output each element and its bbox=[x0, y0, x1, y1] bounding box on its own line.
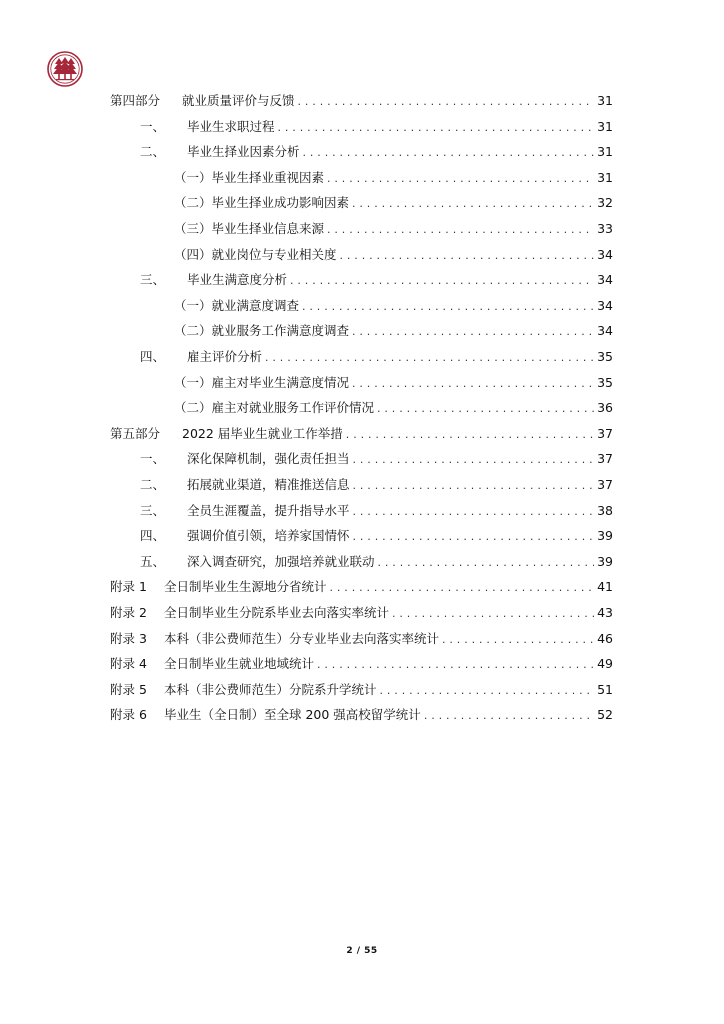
toc-entry-page: 52 bbox=[597, 707, 613, 723]
toc-entry[interactable] bbox=[140, 527, 613, 545]
toc-entry-label: 附录 5 bbox=[110, 681, 147, 697]
toc-entry-title: 2022 届毕业生就业工作举措 bbox=[182, 425, 343, 441]
toc-entry-page: 34 bbox=[597, 272, 613, 288]
toc-dot-leader bbox=[330, 579, 595, 597]
toc-entry[interactable] bbox=[140, 502, 613, 520]
toc-entry[interactable] bbox=[110, 630, 613, 648]
toc-entry[interactable] bbox=[110, 604, 613, 622]
toc-entry-title: （一）就业满意度调查 bbox=[174, 297, 300, 313]
toc-entry-page: 32 bbox=[597, 195, 613, 211]
toc-dot-leader bbox=[290, 272, 594, 290]
toc-entry-page: 37 bbox=[597, 451, 613, 467]
toc-entry[interactable] bbox=[174, 194, 613, 212]
toc-entry-title: 全员生涯覆盖，提升指导水平 bbox=[187, 502, 350, 518]
toc-entry-title: （一）雇主对毕业生满意度情况 bbox=[174, 374, 350, 390]
toc-entry[interactable] bbox=[174, 220, 613, 238]
toc-entry-page: 36 bbox=[597, 400, 613, 416]
toc-dot-leader bbox=[352, 323, 594, 341]
toc-entry-title: 全日制毕业生就业地域统计 bbox=[164, 656, 315, 672]
toc-entry[interactable] bbox=[174, 297, 613, 315]
toc-dot-leader bbox=[327, 221, 594, 239]
toc-entry-label: 二、 bbox=[140, 477, 166, 492]
toc-dot-leader bbox=[317, 656, 594, 674]
toc-entry-page: 34 bbox=[597, 246, 613, 262]
toc-entry[interactable] bbox=[140, 118, 613, 136]
toc-entry-title: 雇主评价分析 bbox=[187, 349, 263, 364]
toc-dot-leader bbox=[298, 93, 595, 111]
toc-dot-leader bbox=[353, 477, 595, 495]
toc-entry-label: 附录 2 bbox=[110, 605, 147, 620]
toc-dot-leader bbox=[442, 631, 594, 649]
toc-entry-title: （四）就业岗位与专业相关度 bbox=[174, 246, 337, 262]
toc-entry-title: （二）就业服务工作满意度调查 bbox=[174, 323, 350, 339]
toc-dot-leader bbox=[377, 400, 594, 418]
toc-entry-label: 三、 bbox=[140, 272, 166, 288]
toc-entry-page: 35 bbox=[597, 374, 613, 390]
toc-dot-leader bbox=[265, 349, 594, 367]
toc-entry-title: 深入调查研究，加强培养就业联动 bbox=[187, 553, 375, 569]
toc-entry-title: 本科（非公费师范生）分专业毕业去向落实率统计 bbox=[164, 630, 440, 646]
toc-entry-label: 三、 bbox=[140, 502, 166, 518]
toc-entry-page: 34 bbox=[597, 323, 613, 339]
toc-entry[interactable] bbox=[140, 143, 613, 161]
toc-entry-title: 毕业生择业因素分析 bbox=[187, 144, 300, 160]
toc-entry[interactable] bbox=[110, 681, 613, 699]
toc-entry-title: 就业质量评价与反馈 bbox=[182, 93, 295, 108]
toc-entry-title: 毕业生满意度分析 bbox=[187, 272, 288, 288]
toc-entry[interactable] bbox=[140, 476, 613, 494]
toc-entry-label: 附录 1 bbox=[110, 579, 147, 595]
toc-dot-leader bbox=[327, 170, 594, 188]
toc-entry[interactable] bbox=[174, 399, 613, 417]
toc-entry-title: （二）毕业生择业成功影响因素 bbox=[174, 195, 350, 211]
toc-dot-leader bbox=[352, 195, 594, 213]
toc-entry[interactable] bbox=[110, 706, 613, 724]
toc-entry-title: 强调价值引领，培养家国情怀 bbox=[187, 528, 350, 544]
toc-entry[interactable] bbox=[140, 553, 613, 571]
toc-entry-page: 49 bbox=[597, 656, 613, 672]
toc-entry-label: 第五部分 bbox=[110, 425, 161, 441]
toc-entry[interactable] bbox=[174, 169, 613, 187]
toc-dot-leader bbox=[340, 247, 595, 265]
toc-dot-leader bbox=[353, 503, 595, 521]
toc-dot-leader bbox=[424, 707, 594, 725]
toc-dot-leader bbox=[302, 298, 594, 316]
toc-entry-page: 34 bbox=[597, 297, 613, 313]
toc-entry[interactable] bbox=[174, 322, 613, 340]
toc-entry[interactable] bbox=[140, 348, 613, 366]
toc-dot-leader bbox=[353, 528, 595, 546]
toc-entry[interactable] bbox=[174, 374, 613, 392]
toc-entry-title: 本科（非公费师范生）分院系升学统计 bbox=[164, 681, 377, 697]
toc-entry[interactable] bbox=[140, 450, 613, 468]
toc-entry[interactable] bbox=[110, 425, 613, 443]
toc-entry[interactable] bbox=[140, 271, 613, 289]
toc-entry-label: 五、 bbox=[140, 553, 166, 569]
toc-entry-page: 38 bbox=[597, 502, 613, 518]
toc-entry[interactable] bbox=[110, 655, 613, 673]
toc-dot-leader bbox=[392, 605, 594, 623]
toc-entry-title: 全日制毕业生生源地分省统计 bbox=[164, 579, 327, 595]
toc-dot-leader bbox=[378, 554, 595, 572]
toc-entry-page: 31 bbox=[597, 169, 613, 185]
toc-entry-page: 31 bbox=[597, 93, 613, 108]
toc-dot-leader bbox=[352, 375, 594, 393]
page-indicator: 2 / 55 bbox=[346, 946, 378, 956]
toc-entry[interactable] bbox=[174, 246, 613, 264]
toc-entry-title: （三）毕业生择业信息来源 bbox=[174, 221, 325, 236]
toc-entry-label: 二、 bbox=[140, 144, 166, 160]
toc-entry-title: 拓展就业渠道，精准推送信息 bbox=[187, 477, 350, 492]
toc-entry-title: 毕业生求职过程 bbox=[187, 118, 275, 134]
toc-entry-label: 附录 3 bbox=[110, 630, 147, 646]
toc-entry-page: 39 bbox=[597, 553, 613, 569]
toc-entry-title: 深化保障机制，强化责任担当 bbox=[187, 451, 350, 467]
toc-entry-title: 全日制毕业生分院系毕业去向落实率统计 bbox=[164, 605, 390, 620]
toc-entry-label: 附录 4 bbox=[110, 656, 147, 672]
toc-dot-leader bbox=[353, 451, 595, 469]
toc-entry-page: 39 bbox=[597, 528, 613, 544]
toc-entry-label: 一、 bbox=[140, 451, 166, 467]
toc-entry-label: 四、 bbox=[140, 528, 166, 544]
toc-entry-label: 四、 bbox=[140, 349, 166, 364]
toc-entry-label: 第四部分 bbox=[110, 93, 161, 108]
toc-entry[interactable] bbox=[110, 92, 613, 110]
toc-entry-page: 46 bbox=[597, 630, 613, 646]
toc-entry-page: 37 bbox=[597, 425, 613, 441]
toc-entry-page: 35 bbox=[597, 349, 613, 364]
toc-entry-title: （二）雇主对就业服务工作评价情况 bbox=[174, 400, 375, 416]
toc-entry-page: 31 bbox=[597, 144, 613, 160]
toc-dot-leader bbox=[278, 119, 595, 137]
toc-dot-leader bbox=[346, 426, 594, 444]
toc-entry-page: 51 bbox=[597, 681, 613, 697]
toc-entry-page: 31 bbox=[597, 118, 613, 134]
toc-dot-leader bbox=[303, 144, 595, 162]
toc-entry-page: 33 bbox=[597, 221, 613, 236]
toc-entry-label: 一、 bbox=[140, 118, 166, 134]
toc-entry-label: 附录 6 bbox=[110, 707, 147, 723]
toc-entry-page: 37 bbox=[597, 477, 613, 492]
toc-entry-title: 毕业生（全日制）至全球 200 强高校留学统计 bbox=[164, 707, 421, 723]
toc-dot-leader bbox=[380, 682, 595, 700]
toc-entry[interactable] bbox=[110, 578, 613, 596]
toc-entry-page: 43 bbox=[597, 605, 613, 620]
toc-entry-page: 41 bbox=[597, 579, 613, 595]
toc-entry-title: （一）毕业生择业重视因素 bbox=[174, 169, 325, 185]
